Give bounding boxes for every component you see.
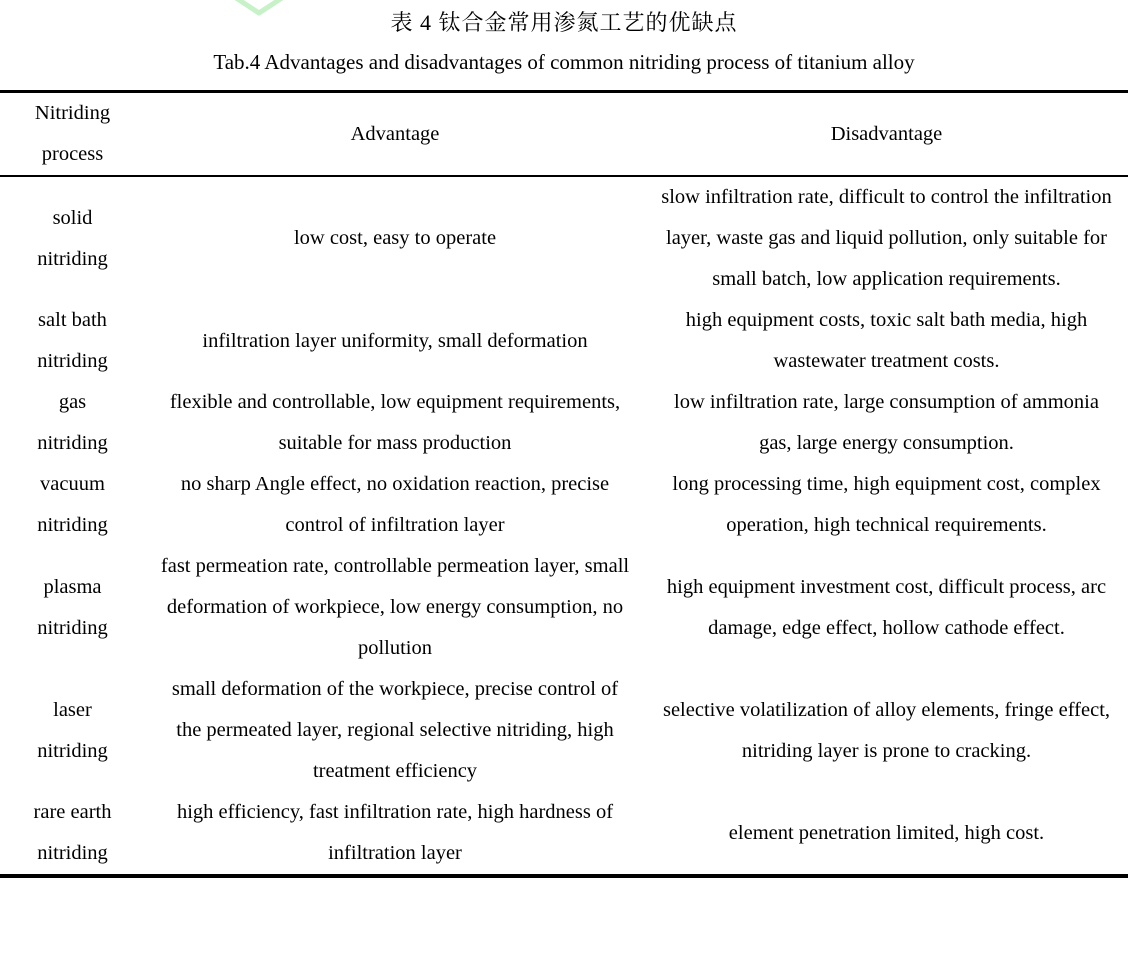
column-header-nitriding-process: Nitriding process <box>0 92 145 177</box>
table-row <box>0 669 1128 792</box>
process-cell: solid nitriding <box>37 206 108 270</box>
advantage-cell: small deformation of the workpiece, precise control of the permeated layer, regional selective nitriding, high treatment efficiency <box>171 678 619 782</box>
disadvantage-cell: element penetration limited, high cost. <box>728 821 1045 844</box>
table-row <box>0 300 1128 382</box>
process-cell: salt bath nitriding <box>37 309 108 372</box>
process-cell: gas nitriding <box>37 391 108 454</box>
advantage-cell: no sharp Angle effect, no oxidation reaction, precise control of infiltration layer <box>180 473 610 536</box>
process-cell: rare earth nitriding <box>33 801 112 864</box>
column-header-advantage: Advantage <box>145 92 645 177</box>
disadvantage-cell: long processing time, high equipment cost, complex operation, high technical requirements. <box>672 473 1101 536</box>
disadvantage-cell: slow infiltration rate, difficult to control the infiltration layer, waste gas and liquid pollution, only suitable for small batch, low application requirements. <box>661 186 1112 290</box>
advantage-cell: high efficiency, fast infiltration rate, high hardness of infiltration layer <box>176 801 614 864</box>
header-row <box>0 92 1128 177</box>
advantage-cell: low cost, easy to operate <box>293 227 497 249</box>
advantage-cell: flexible and controllable, low equipment requirements, suitable for mass production <box>169 391 621 454</box>
table-row <box>0 792 1128 876</box>
table-row <box>0 176 1128 300</box>
process-cell: plasma nitriding <box>37 575 108 639</box>
process-cell: vacuum nitriding <box>37 473 108 536</box>
table-caption-english: Tab.4 Advantages and disadvantages of common nitriding process of titanium alloy <box>213 50 915 74</box>
disadvantage-cell: high equipment investment cost, difficult process, arc damage, edge effect, hollow cathode effect. <box>666 575 1107 639</box>
advantage-cell: infiltration layer uniformity, small deformation <box>202 329 588 352</box>
disadvantage-cell: high equipment costs, toxic salt bath media, high wastewater treatment costs. <box>685 309 1088 372</box>
disadvantage-cell: low infiltration rate, large consumption of ammonia gas, large energy consumption. <box>674 391 1099 454</box>
table-row <box>0 464 1128 546</box>
disadvantage-cell: selective volatilization of alloy elements, fringe effect, nitriding layer is prone to cracking. <box>662 698 1111 762</box>
advantage-cell: fast permeation rate, controllable permeation layer, small deformation of workpiece, low energy consumption, no pollution <box>160 555 630 659</box>
column-header-disadvantage: Disadvantage <box>645 92 1128 177</box>
table-row <box>0 546 1128 669</box>
process-cell: laser nitriding <box>37 698 108 762</box>
table-row <box>0 382 1128 464</box>
table-caption-chinese: 表 4 钛合金常用渗氮工艺的优缺点 <box>390 10 738 35</box>
nitriding-process-table <box>0 90 1128 878</box>
